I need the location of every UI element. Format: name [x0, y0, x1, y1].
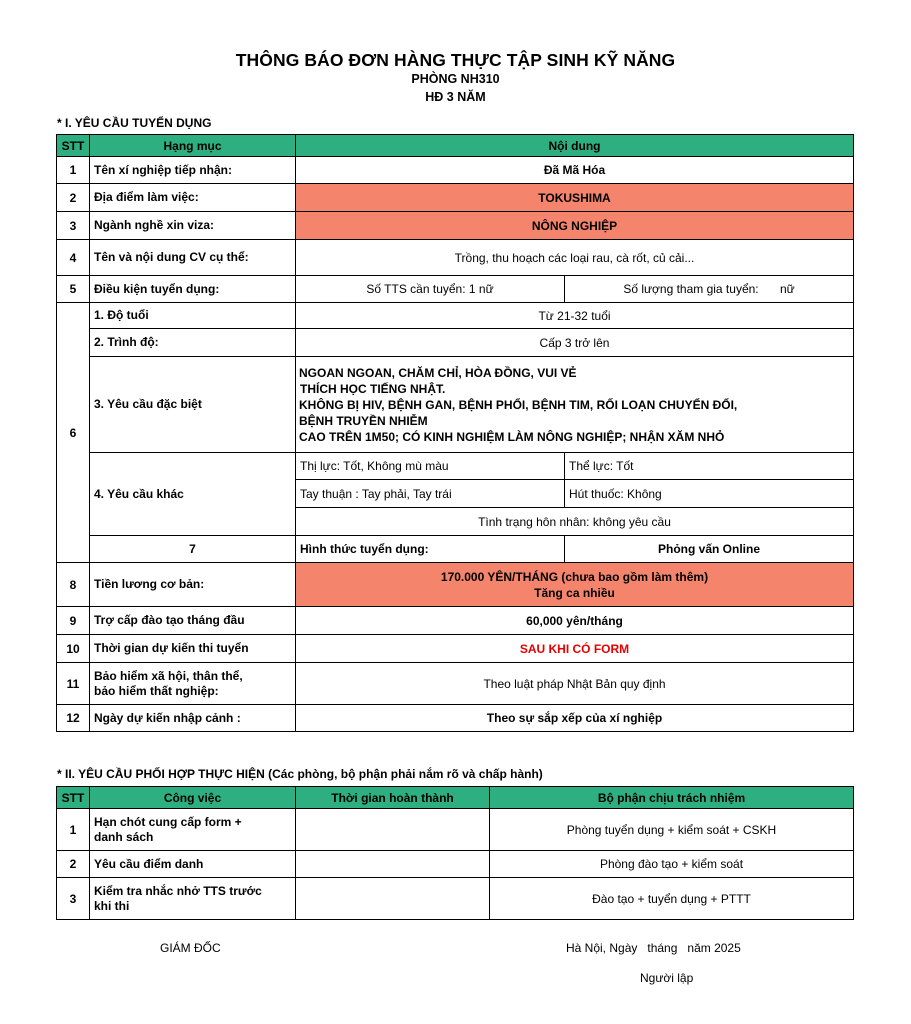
table-row — [57, 607, 854, 635]
special-requirements-label: 3. Yêu cầu đặc biệt — [90, 357, 296, 453]
row-number: 7 — [90, 536, 296, 563]
visa-industry-value: NÔNG NGHIỆP — [296, 212, 854, 240]
table-row — [57, 329, 854, 357]
education-value: Cấp 3 trở lên — [296, 329, 854, 357]
table-row — [57, 453, 854, 480]
row-label: Thời gian dự kiến thi tuyển — [90, 635, 296, 663]
row-number: 12 — [57, 705, 90, 732]
table-row — [57, 878, 854, 920]
special-line: BỆNH TRUYỀN NHIỄM — [299, 413, 428, 428]
row-label: Trợ cấp đào tạo tháng đầu — [90, 607, 296, 635]
trainee-count-value: Số TTS cần tuyển: 1 nữ — [296, 276, 565, 303]
deadline-cell — [296, 851, 490, 878]
age-label: 1. Độ tuổi — [90, 303, 296, 329]
entry-date-value: Theo sự sắp xếp của xí nghiệp — [296, 705, 854, 732]
row-number: 1 — [57, 809, 90, 851]
col-deadline: Thời gian hoàn thành — [296, 787, 490, 809]
table-row — [57, 536, 854, 563]
special-line: THÍCH HỌC TIẾNG NHẬT. — [300, 381, 446, 396]
table-row — [57, 184, 854, 212]
special-line: NGOAN NGOAN, CHĂM CHỈ, HÒA ĐỒNG, VUI VẺ — [299, 365, 577, 380]
department-cell: Phòng đào tạo + kiểm soát — [490, 851, 854, 878]
table-row — [57, 212, 854, 240]
document-title: THÔNG BÁO ĐƠN HÀNG THỰC TẬP SINH KỸ NĂNG — [235, 50, 676, 70]
smoking-value: Hút thuốc: Không — [565, 480, 854, 508]
insurance-label-line: Bảo hiểm xã hội, thân thể, — [94, 668, 243, 683]
table-row — [57, 809, 854, 851]
task-line: Kiểm tra nhắc nhở TTS trước — [94, 883, 262, 898]
section2-heading: * II. YÊU CẦU PHỐI HỢP THỰC HIỆN (Các phòng, bộ phận phải nắm rõ và chấp hành) — [57, 767, 543, 781]
special-line: CAO TRÊN 1M50; CÓ KINH NGHIỆM LÀM NÔNG NGHIỆP; NHẬN XĂM NHỎ — [299, 429, 725, 444]
director-signature-label: GIÁM ĐỐC — [160, 941, 221, 955]
row-label: Hình thức tuyển dụng: — [296, 536, 565, 563]
task-line: khi thi — [94, 898, 130, 913]
row-label: Tên và nội dung CV cụ thể: — [90, 240, 296, 276]
row-number: 5 — [57, 276, 90, 303]
work-location-value: TOKUSHIMA — [296, 184, 854, 212]
task-line: danh sách — [94, 829, 154, 844]
insurance-label-line: bảo hiểm thất nghiệp: — [94, 683, 219, 698]
applicant-count-suffix: nữ — [779, 282, 795, 296]
col-content: Nội dung — [296, 135, 854, 157]
salary-value — [296, 563, 854, 607]
task-cell — [90, 809, 296, 851]
task-cell: Yêu cầu điểm danh — [90, 851, 296, 878]
row-number: 9 — [57, 607, 90, 635]
row-number: 8 — [57, 563, 90, 607]
row-number: 2 — [57, 184, 90, 212]
salary-overtime: Tăng ca nhiều — [534, 585, 615, 600]
recruitment-table — [56, 134, 854, 732]
table-row — [57, 635, 854, 663]
job-description-value: Trồng, thu hoạch các loại rau, cà rốt, củ cải... — [296, 240, 854, 276]
training-allowance-value: 60,000 yên/tháng — [296, 607, 854, 635]
department-cell: Phòng tuyển dụng + kiểm soát + CSKH — [490, 809, 854, 851]
row-number: 4 — [57, 240, 90, 276]
section1-heading: * I. YÊU CẦU TUYỂN DỤNG — [57, 116, 212, 130]
row-number: 1 — [57, 157, 90, 184]
col-stt: STT — [57, 787, 90, 809]
table-row — [57, 563, 854, 607]
table-row — [57, 276, 854, 303]
special-requirements-value — [296, 357, 854, 453]
col-department: Bộ phận chịu trách nhiệm — [490, 787, 854, 809]
eyesight-value: Thị lực: Tốt, Không mù màu — [296, 453, 565, 480]
table-header-row — [57, 135, 854, 157]
salary-amount: 170.000 YÊN/THÁNG (chưa bao gồm làm thêm) — [440, 569, 709, 584]
row-number: 2 — [57, 851, 90, 878]
insurance-value: Theo luật pháp Nhật Bản quy định — [296, 663, 854, 705]
creator-signature-label: Người lập — [640, 971, 694, 985]
company-name-value: Đã Mã Hóa — [296, 157, 854, 184]
other-requirements-label: 4. Yêu cầu khác — [90, 453, 296, 536]
handedness-value: Tay thuận : Tay phải, Tay trái — [296, 480, 565, 508]
applicant-count-label: Số lượng tham gia tuyển: — [623, 282, 759, 296]
task-cell — [90, 878, 296, 920]
deadline-cell — [296, 878, 490, 920]
row-label: Địa điểm làm việc: — [90, 184, 296, 212]
col-item: Hạng mục — [90, 135, 296, 157]
table-row — [57, 357, 854, 453]
coordination-table — [56, 786, 854, 920]
row-label: Tên xí nghiệp tiếp nhận: — [90, 157, 296, 184]
recruitment-form-value: Phỏng vấn Online — [565, 536, 854, 563]
row-number: 10 — [57, 635, 90, 663]
table-row — [57, 851, 854, 878]
row-number: 11 — [57, 663, 90, 705]
row-label: Ngành nghề xin viza: — [90, 212, 296, 240]
col-task: Công việc — [90, 787, 296, 809]
special-line: KHÔNG BỊ HIV, BỆNH GAN, BỆNH PHỔI, BỆNH TIM, RỐI LOẠN CHUYỂN ĐỔI, — [299, 397, 738, 412]
deadline-cell — [296, 809, 490, 851]
age-value: Từ 21-32 tuổi — [296, 303, 854, 329]
row-number: 3 — [57, 878, 90, 920]
col-stt: STT — [57, 135, 90, 157]
applicant-count-cell — [565, 276, 854, 303]
contract-term: HĐ 3 NĂM — [425, 90, 486, 104]
row-label: Ngày dự kiến nhập cảnh : — [90, 705, 296, 732]
exam-time-value: SAU KHI CÓ FORM — [296, 635, 854, 663]
table-row — [57, 705, 854, 732]
physique-value: Thể lực: Tốt — [565, 453, 854, 480]
row-number: 3 — [57, 212, 90, 240]
education-label: 2. Trình độ: — [90, 329, 296, 357]
task-line: Hạn chót cung cấp form + — [94, 814, 242, 829]
table-row — [57, 663, 854, 705]
table-row — [57, 157, 854, 184]
row-label: Tiền lương cơ bản: — [90, 563, 296, 607]
row-number: 6 — [57, 303, 90, 563]
marital-status-value: Tình trạng hôn nhân: không yêu cầu — [296, 508, 854, 536]
department-code: PHÒNG NH310 — [411, 72, 500, 86]
table-header-row — [57, 787, 854, 809]
department-cell: Đào tạo + tuyển dụng + PTTT — [490, 878, 854, 920]
row-label: Điều kiện tuyển dụng: — [90, 276, 296, 303]
table-row — [57, 240, 854, 276]
insurance-label — [90, 663, 296, 705]
table-row — [57, 303, 854, 329]
place-date: Hà Nội, Ngày tháng năm 2025 — [566, 941, 741, 955]
